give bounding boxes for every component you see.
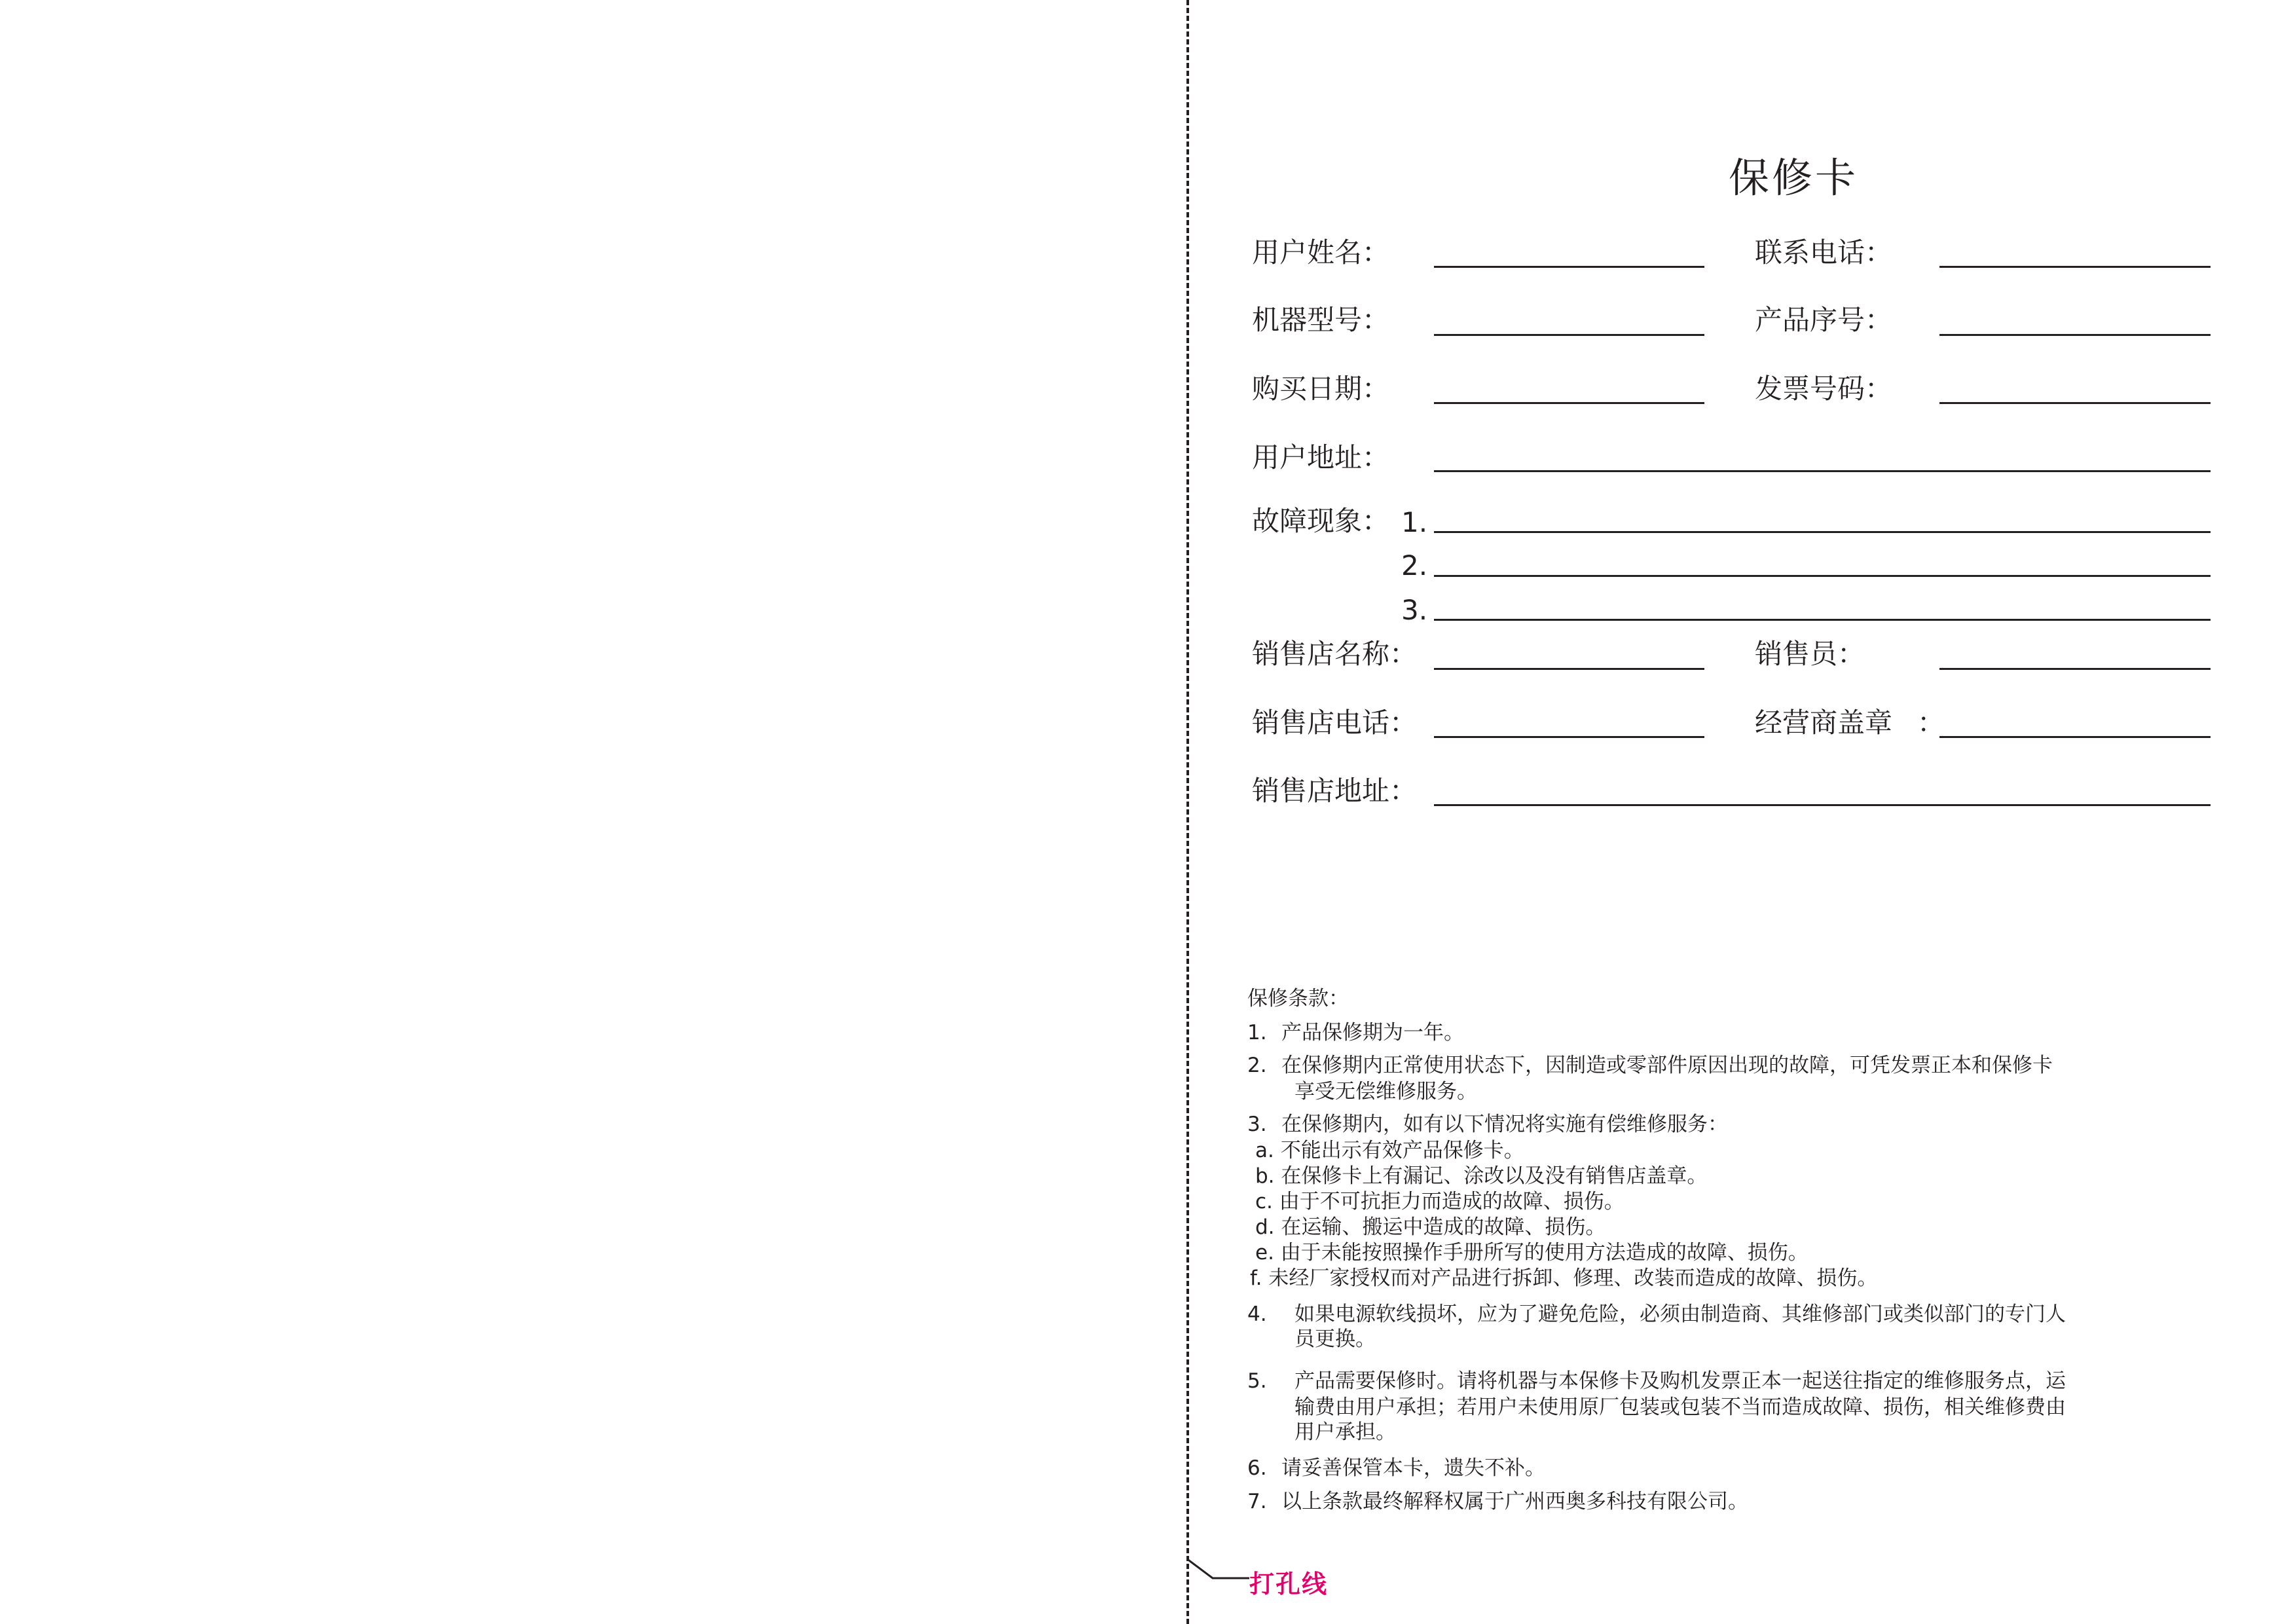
punch-line-label: 打孔线: [1249, 1570, 1329, 1598]
term-text: 以上条款最终解释权属于广州西奥多科技有限公司。: [1281, 1490, 1748, 1513]
term-text: 在保修期内，如有以下情况将实施有偿维修服务：: [1281, 1113, 1728, 1136]
fault-label: 故障现象：: [1252, 505, 1390, 537]
user-name-field[interactable]: [1434, 266, 1704, 268]
term-text: 如果电源软线损坏，应为了避免危险，必须由制造商、其维修部门或类似部门的专门人: [1294, 1302, 2066, 1326]
fault-line-field[interactable]: [1434, 531, 2211, 533]
fault-line-number: 3.: [1401, 594, 1428, 626]
term-sub-item: d. 在运输、搬运中造成的故障、损伤。: [1255, 1215, 1606, 1239]
dealer-stamp-label: 经营商盖章: [1755, 707, 1893, 739]
punch-line-divider: [1186, 0, 1189, 1624]
term-item: [1247, 1111, 1728, 1137]
contact-phone-label: 联系电话：: [1755, 236, 1893, 268]
fault-line-field[interactable]: [1434, 575, 2211, 577]
term-item: [1247, 1052, 2053, 1079]
purchase-date-field[interactable]: [1434, 402, 1704, 404]
term-text-continued: 输费由用户承担；若用户未使用原厂包装或包装不当而造成故障、损伤，相关维修费由: [1294, 1395, 2066, 1419]
dealer-stamp-colon: ：: [1917, 707, 1945, 739]
store-name-label: 销售店名称：: [1252, 638, 1418, 670]
salesperson-label: 销售员：: [1755, 638, 1865, 670]
store-phone-field[interactable]: [1434, 736, 1704, 738]
invoice-no-label: 发票号码：: [1755, 373, 1893, 405]
model-label: 机器型号：: [1252, 304, 1390, 336]
serial-field[interactable]: [1939, 334, 2211, 336]
fault-line-number: 1.: [1401, 506, 1428, 538]
user-address-label: 用户地址：: [1252, 441, 1390, 473]
store-name-field[interactable]: [1434, 668, 1704, 670]
purchase-date-label: 购买日期：: [1252, 373, 1390, 405]
store-address-field[interactable]: [1434, 804, 2211, 806]
term-number: 1.: [1247, 1021, 1267, 1044]
term-number: 3.: [1247, 1113, 1267, 1136]
term-text: 产品需要保修时。请将机器与本保修卡及购机发票正本一起送往指定的维修服务点，运: [1294, 1369, 2066, 1393]
term-sub-item: a. 不能出示有效产品保修卡。: [1255, 1139, 1524, 1162]
fault-line-field[interactable]: [1434, 619, 2211, 621]
store-address-label: 销售店地址：: [1252, 775, 1418, 807]
invoice-no-field[interactable]: [1939, 402, 2211, 404]
serial-label: 产品序号：: [1755, 304, 1893, 336]
term-text: 产品保修期为一年。: [1281, 1021, 1464, 1044]
contact-phone-field[interactable]: [1939, 266, 2211, 268]
term-text: 在保修期内正常使用状态下，因制造或零部件原因出现的故障，可凭发票正本和保修卡: [1281, 1054, 2053, 1077]
term-item: [1247, 1488, 1748, 1515]
terms-title: 保修条款：: [1247, 987, 1349, 1010]
term-sub-item: b. 在保修卡上有漏记、涂改以及没有销售店盖章。: [1255, 1164, 1708, 1188]
term-sub-item: f. 未经厂家授权而对产品进行拆卸、修理、改装而造成的故障、损伤。: [1250, 1266, 1878, 1290]
term-item: [1247, 1020, 1464, 1046]
store-phone-label: 销售店电话：: [1252, 707, 1418, 739]
salesperson-field[interactable]: [1939, 668, 2211, 670]
term-number: 4.: [1247, 1302, 1267, 1326]
term-number: 2.: [1247, 1054, 1267, 1077]
user-address-field[interactable]: [1434, 470, 2211, 472]
model-field[interactable]: [1434, 334, 1704, 336]
term-text-continued: 享受无偿维修服务。: [1294, 1080, 1477, 1103]
term-number: 6.: [1247, 1456, 1267, 1480]
term-number: 7.: [1247, 1490, 1267, 1513]
term-number: 5.: [1247, 1369, 1267, 1393]
fault-line-number: 2.: [1401, 549, 1428, 581]
term-text-continued: 员更换。: [1294, 1327, 1376, 1351]
punch-line-leader: [1186, 1559, 1252, 1585]
term-item: [1247, 1301, 2066, 1327]
term-sub-item: e. 由于未能按照操作手册所写的使用方法造成的故障、损伤。: [1255, 1241, 1808, 1264]
term-sub-item: c. 由于不可抗拒力而造成的故障、损伤。: [1255, 1190, 1625, 1213]
term-item: [1247, 1368, 2066, 1394]
term-item: [1247, 1455, 1545, 1481]
user-name-label: 用户姓名：: [1252, 236, 1390, 268]
term-text-continued: 用户承担。: [1294, 1420, 1396, 1444]
term-text: 请妥善保管本卡，遗失不补。: [1281, 1456, 1545, 1480]
dealer-stamp-field[interactable]: [1939, 736, 2211, 738]
